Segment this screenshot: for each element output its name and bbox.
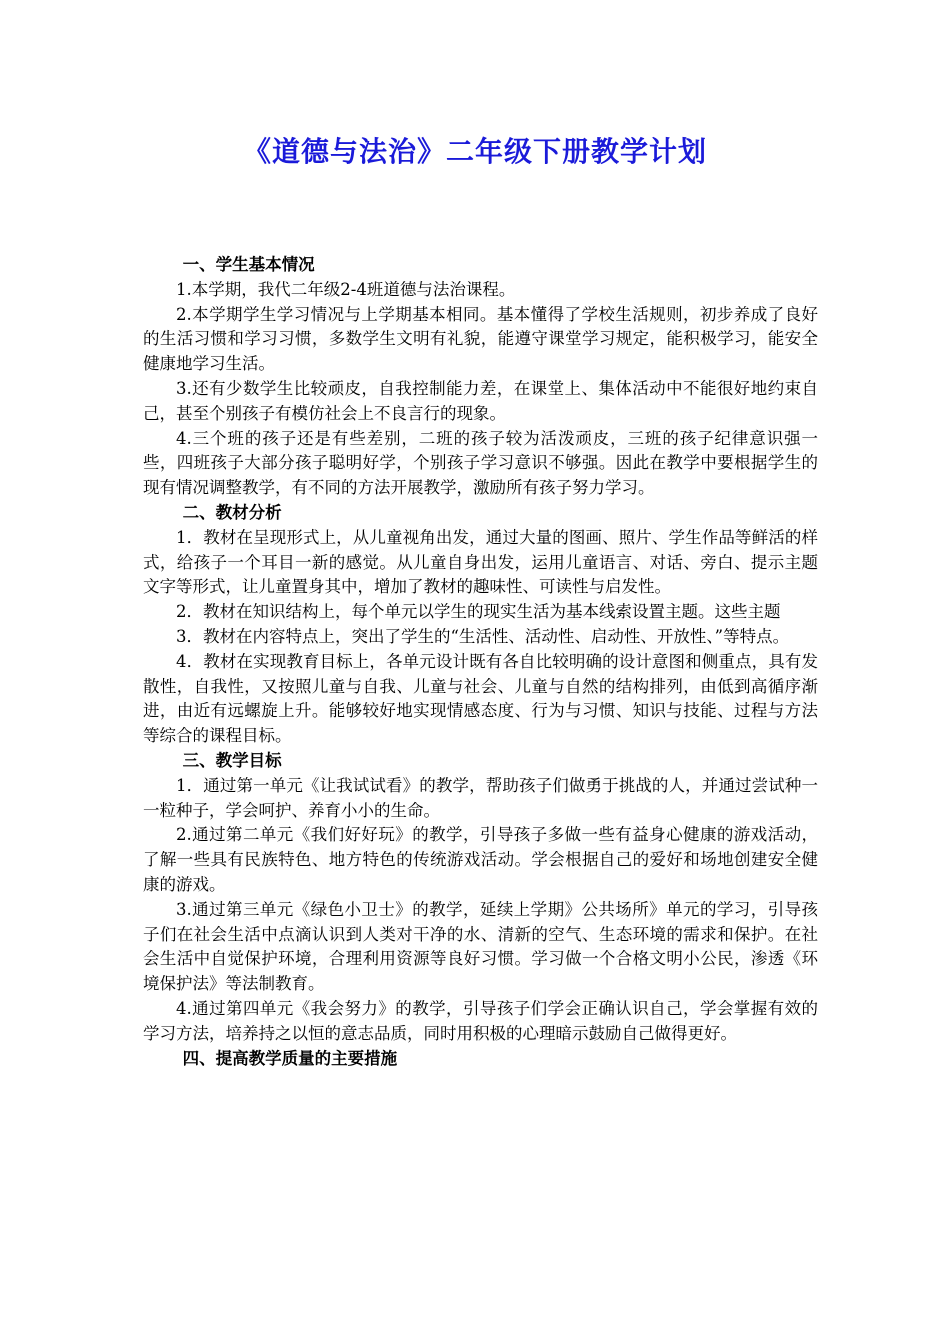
paragraph: 1．教材在呈现形式上，从儿童视角出发，通过大量的图画、照片、学生作品等鲜活的样式，给孩子一个耳目一新的感觉。从儿童自身出发，运用儿童语言、对话、旁白、提示主题文字等形式，让儿童置身其中，增加了教材的趣味性、可读性与启发性。	[143, 527, 818, 597]
paragraph: 1.本学期，我代二年级2-4班道德与法治课程。	[176, 279, 516, 299]
section-heading: 一、学生基本情况	[182, 255, 315, 274]
paragraph: 2．教材在知识结构上，每个单元以学生的现实生活为基本线索设置主题。这些主题	[176, 602, 781, 622]
paragraph: 1．通过第一单元《让我试试看》的教学，帮助孩子们做勇于挑战的人，并通过尝试种一一粒种子，学会呵护、养育小小的生命。	[143, 775, 818, 820]
paragraph: 2.通过第二单元《我们好好玩》的教学，引导孩子多做一些有益身心健康的游戏活动，了解一些具有民族特色、地方特色的传统游戏活动。学会根据自己的爱好和场地创建安全健康的游戏。	[143, 825, 818, 894]
section-heading: 二、教材分析	[182, 502, 282, 522]
section-heading: 四、提高教学质量的主要措施	[182, 1048, 398, 1068]
paragraph: 4．教材在实现教育目标上，各单元设计既有各自比较明确的设计意图和侧重点，具有发散性，自我性，又按照儿童与自我、儿童与社会、儿童与自然的结构排列，由低到高循序渐进，由近有远螺旋上升。能够较好地实现情感态度、行为与习惯、知识与技能、过程与方法等综合的课程目标。	[143, 651, 818, 746]
page-title: 《道德与法治》二年级下册教学计划	[242, 135, 707, 168]
paragraph: 4.三个班的孩子还是有些差别，二班的孩子较为活泼顽皮，三班的孩子纪律意识强一些，四班孩子大部分孩子聪明好学，个别孩子学习意识不够强。因此在教学中要根据学生的现有情况调整教学，有不同的方法开展教学，激励所有孩子努力学习。	[143, 428, 818, 498]
paragraph: 3.还有少数学生比较顽皮，自我控制能力差，在课堂上、集体活动中不能很好地约束自己，甚至个别孩子有模仿社会上不良言行的现象。	[143, 378, 818, 423]
paragraph: 3.通过第三单元《绿色小卫士》的教学，延续上学期》公共场所》单元的学习，引导孩子们在社会生活中点滴认识到人类对干净的水、清新的空气、生态环境的需求和保护。在社会生活中自觉保护环境，合理利用资源等良好习惯。学习做一个合格文明小公民，渗透《环境保护法》等法制教育。	[143, 899, 818, 994]
paragraph: 3．教材在内容特点上，突出了学生的“生活性、活动性、启动性、开放性、”等特点。	[176, 626, 790, 646]
document-body	[143, 253, 818, 1071]
paragraph: 2.本学期学生学习情况与上学期基本相同。基本懂得了学校生活规则，初步养成了良好的生活习惯和学习习惯，多数学生文明有礼貌，能遵守课堂学习规定，能积极学习，能安全健康地学习生活。	[143, 304, 818, 374]
paragraph: 4.通过第四单元《我会努力》的教学，引导孩子们学会正确认识自己，学会掌握有效的学习方法，培养持之以恒的意志品质，同时用积极的心理暗示鼓励自己做得更好。	[143, 998, 818, 1043]
section-heading: 三、教学目标	[182, 750, 282, 770]
